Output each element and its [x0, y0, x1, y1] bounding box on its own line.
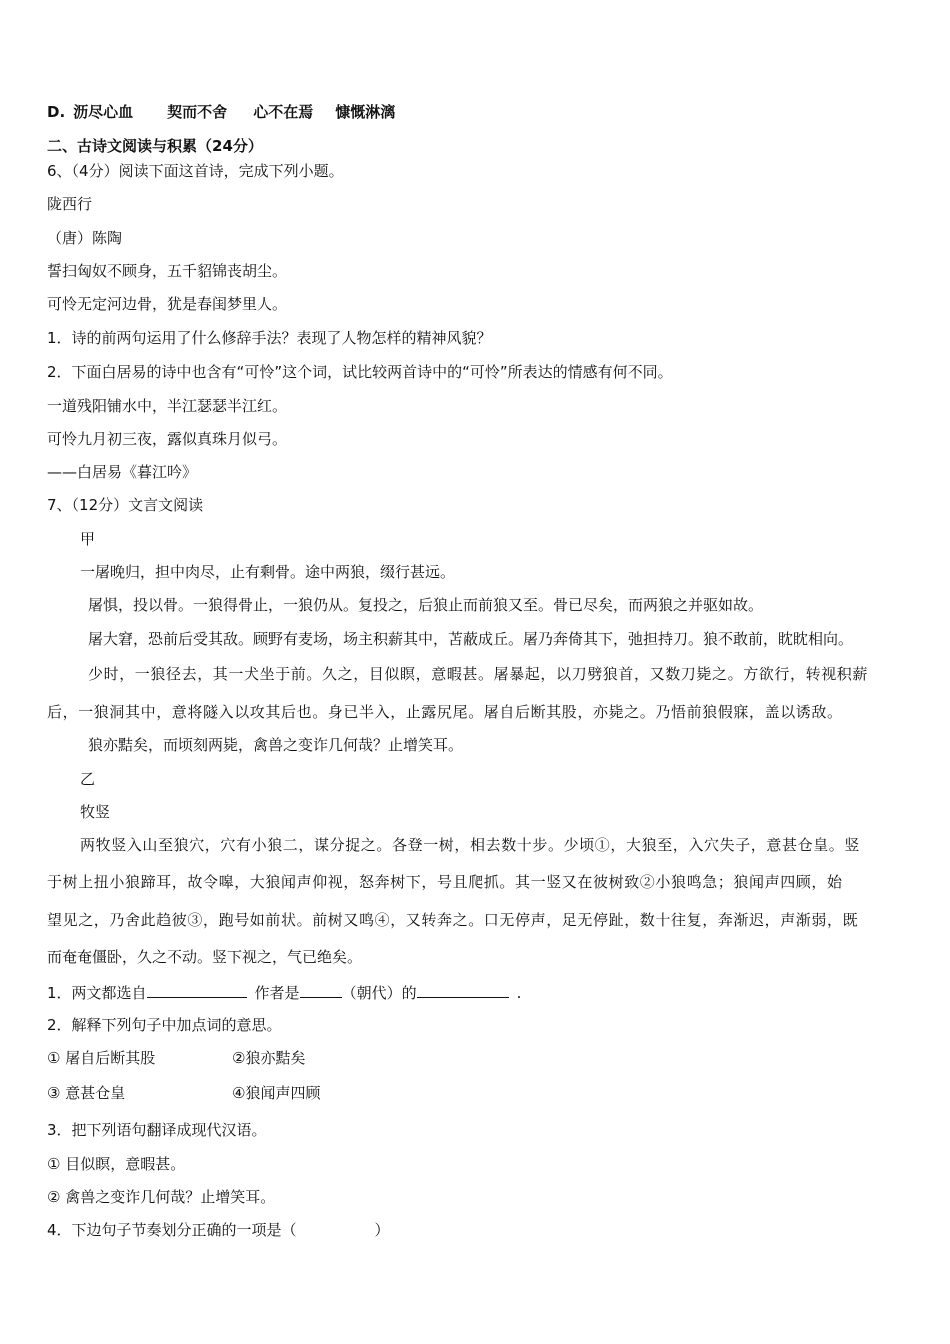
- sub-question: 2．解释下列句子中加点词的意思。: [47, 1016, 282, 1034]
- poem-line: 可怜九月初三夜，露似真珠月似弓。: [47, 430, 288, 448]
- passage-label: 乙: [80, 770, 96, 788]
- explain-item: ④狼闻声四顾: [232, 1084, 321, 1102]
- passage-paragraph: 屠大窘，恐前后受其敌。顾野有麦场，场主积薪其中，苫蔽成丘。屠乃奔倚其下，弛担持刀。狼不敢前，眈眈相向。: [88, 630, 854, 648]
- explain-item: ③ 意甚仓皇: [47, 1084, 126, 1102]
- poem-author: （唐）陈陶: [47, 229, 123, 247]
- passage-label: 甲: [80, 530, 96, 548]
- section-heading: 二、古诗文阅读与积累（24分）: [47, 137, 263, 155]
- sub-question-text: 作者是: [254, 984, 300, 1002]
- question-stem: 7、（12分）文言文阅读: [47, 496, 204, 514]
- passage-title: 牧竖: [80, 803, 111, 821]
- sub-question: 2．下面白居易的诗中也含有“可怜”这个词，试比较两首诗中的“可怜”所表达的情感有何不同。: [47, 363, 673, 381]
- option-word: 沥尽心血: [73, 103, 134, 121]
- explain-item: ②狼亦黠矣: [232, 1049, 306, 1067]
- translate-item: ② 禽兽之变诈几何哉？止增笑耳。: [47, 1188, 276, 1206]
- sub-question-text: ）: [374, 1221, 390, 1239]
- sub-question-fill: [47, 982, 521, 1003]
- passage-paragraph: 后，一狼洞其中，意将隧入以攻其后也。身已半入，止露尻尾。屠自后断其股，亦毙之。乃悟前狼假寐，盖以诱敌。: [47, 703, 843, 721]
- question-stem: 6、（4分）阅读下面这首诗，完成下列小题。: [47, 162, 344, 180]
- poem-title: 陇西行: [47, 195, 93, 213]
- answer-blank[interactable]: [300, 982, 342, 998]
- translate-item: ① 目似瞑，意暇甚。: [47, 1155, 186, 1173]
- passage-paragraph: 于树上扭小狼蹄耳，故令嗥，大狼闻声仰视，怒奔树下，号且爬抓。其一竖又在彼树致②小狼鸣急；狼闻声四顾，始: [47, 873, 843, 891]
- option-word: 心不在焉: [253, 103, 314, 121]
- sub-question-text: .: [516, 984, 522, 1002]
- sub-question-text: 4．下边句子节奏划分正确的一项是（: [47, 1221, 297, 1239]
- sub-question: 3．把下列语句翻译成现代汉语。: [47, 1121, 267, 1139]
- option-word: 慷慨淋漓: [335, 103, 396, 121]
- poem-line: 可怜无定河边骨，犹是春闺梦里人。: [47, 295, 288, 313]
- passage-paragraph: 而奄奄僵卧，久之不动。竖下视之，气已绝矣。: [47, 948, 363, 966]
- poem-line: 誓扫匈奴不顾身，五千貂锦丧胡尘。: [47, 262, 288, 280]
- poem-source: ——白居易《暮江吟》: [47, 463, 198, 481]
- option-letter: D.: [47, 103, 66, 121]
- poem-line: 一道残阳铺水中，半江瑟瑟半江红。: [47, 397, 288, 415]
- option-d-line: [47, 102, 395, 122]
- passage-paragraph: 两牧竖入山至狼穴，穴有小狼二，谋分捉之。各登一树，相去数十步。少顷①，大狼至，入穴失子，意甚仓皇。竖: [80, 836, 861, 854]
- passage-paragraph: 屠惧，投以骨。一狼得骨止，一狼仍从。复投之，后狼止而前狼又至。骨已尽矣，而两狼之并驱如故。: [88, 596, 764, 614]
- answer-blank[interactable]: [147, 982, 247, 998]
- passage-paragraph: 少时，一狼径去，其一犬坐于前。久之，目似瞑，意暇甚。屠暴起，以刀劈狼首，又数刀毙之。方欲行，转视积薪: [88, 665, 869, 683]
- passage-paragraph: 一屠晚归，担中肉尽，止有剩骨。途中两狼，缀行甚远。: [80, 563, 456, 581]
- passage-paragraph: 狼亦黠矣，而顷刻两毙，禽兽之变诈几何哉？止增笑耳。: [88, 736, 464, 754]
- sub-question: 1．诗的前两句运用了什么修辞手法？表现了人物怎样的精神风貌？: [47, 329, 492, 347]
- sub-question-text: 1．两文都选自: [47, 984, 147, 1002]
- sub-question-choice: [47, 1220, 390, 1240]
- passage-paragraph: 望见之，乃舍此趋彼③，跑号如前状。前树又鸣④，又转奔之。口无停声，足无停趾，数十往复，奔渐迟，声渐弱，既: [47, 911, 859, 929]
- explain-item: ① 屠自后断其股: [47, 1049, 156, 1067]
- option-word: 契而不舍: [167, 103, 228, 121]
- answer-blank[interactable]: [417, 982, 509, 998]
- sub-question-text: （朝代）的: [341, 984, 417, 1002]
